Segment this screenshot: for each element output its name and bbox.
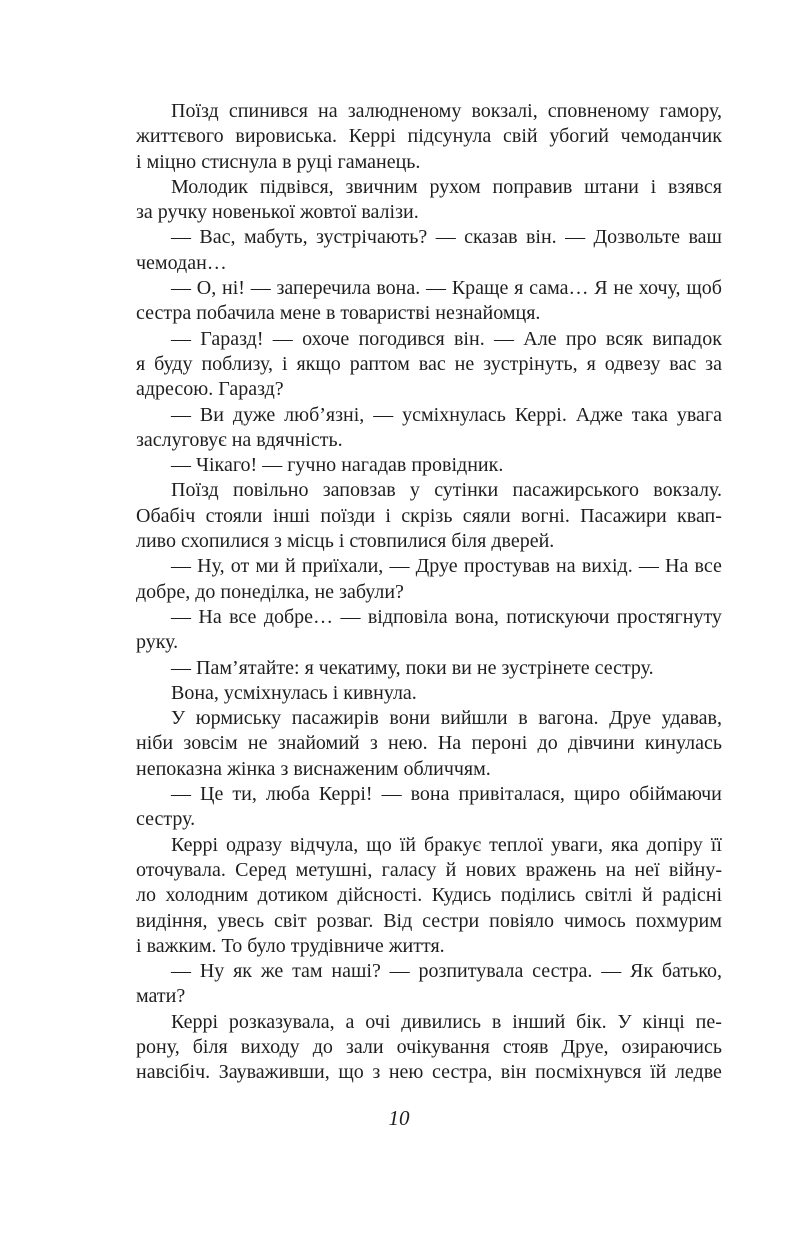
text-line: Поїзд спинився на залюдненому вокзалі, сповненому гамору, <box>171 100 722 122</box>
text-line: ніби зовсім не знайомий з нею. На пероні до дівчини кинулась <box>136 732 722 755</box>
text-line: Керрі розказувала, а очі дивились в інший бік. У кінці пе- <box>171 1010 722 1033</box>
text-line: — Ну, от ми й приїхали, — Друе простував на вихід. — На все <box>171 555 722 578</box>
text-line: Молодик підвівся, звичним рухом поправив штани і взявся <box>171 175 722 198</box>
text-line: життєвого вировиська. Керрі підсунула свій убогий чемоданчик <box>136 125 722 148</box>
text-line: сестра побачила мене в товаристві незнайомця. <box>136 302 541 325</box>
text-line: адресою. Гаразд? <box>136 378 284 401</box>
text-line: — Ви дуже люб’язні, — усміхнулась Керрі. Адже така увага <box>171 403 722 426</box>
text-line: рону, біля виходу до зали очікування стояв Друе, озираючись <box>136 1035 722 1058</box>
text-line: — Гаразд! — охоче погодився він. — Але про всяк випадок <box>171 327 722 350</box>
text-line: — Ну як же там наші? — розпитувала сестра. — Як батько, <box>171 960 722 983</box>
text-line: — Це ти, люба Керрі! — вона привіталася, щиро обіймаючи <box>171 783 722 806</box>
text-line: ливо схопилися з місць і стовпилися біля дверей. <box>136 530 555 553</box>
text-line: Поїзд повільно заповзав у сутінки пасажирського вокзалу. <box>171 479 722 502</box>
text-line: руку. <box>136 631 179 654</box>
text-line: і міцно стиснула в руці гаманець. <box>136 150 421 173</box>
text-line: оточувала. Серед метушні, галасу й нових вражень на неї війну- <box>136 858 722 881</box>
text-line: я буду поблизу, і якщо раптом вас не зустрінуть, я одвезу вас за <box>136 352 722 375</box>
text-line: за ручку новенької жовтої валізи. <box>136 201 419 224</box>
text-line: Вона, усміхнулась і кивнула. <box>171 681 417 704</box>
text-line: навсібіч. Зауваживши, що з нею сестра, він посміхнувся їй ледве <box>136 1061 722 1084</box>
text-line: чемодан… <box>136 251 227 274</box>
text-line: — Пам’ятайте: я чекатиму, поки ви не зустрінете сестру. <box>171 656 654 679</box>
text-line: — Вас, мабуть, зустрічають? — сказав він. — Дозвольте ваш <box>171 226 722 249</box>
text-line: і важким. То було трудівниче життя. <box>136 934 445 957</box>
text-line: добре, до понеділка, не забули? <box>136 580 404 603</box>
text-line: сестру. <box>136 808 196 831</box>
book-text <box>136 99 722 1086</box>
text-line: — На все добре… — відповіла вона, потискуючи простягнуту <box>171 605 722 628</box>
text-line: У юрмиську пасажирів вони вийшли в вагона. Друе удавав, <box>171 707 722 730</box>
text-line: ло холодним дотиком дійсності. Кудись поділись світлі й радісні <box>136 884 722 907</box>
text-line: заслуговує на вдячність. <box>136 428 343 451</box>
text-line: мати? <box>136 985 186 1008</box>
page-number: 10 <box>388 1106 410 1130</box>
text-line: Керрі одразу відчула, що їй бракує теплої уваги, яка допіру її <box>171 833 722 856</box>
text-line: — Чікаго! — гучно нагадав провідник. <box>171 454 504 477</box>
text-line: непоказна жінка з виснаженим обличчям. <box>136 757 491 780</box>
text-line: видіння, увесь світ розваг. Від сестри повіяло чимось похмурим <box>136 909 722 932</box>
text-line: — О, ні! — заперечила вона. — Краще я сама… Я не хочу, щоб <box>171 277 722 300</box>
text-line: Обабіч стояли інші поїзди і скрізь сяяли вогні. Пасажири квап- <box>136 504 722 527</box>
